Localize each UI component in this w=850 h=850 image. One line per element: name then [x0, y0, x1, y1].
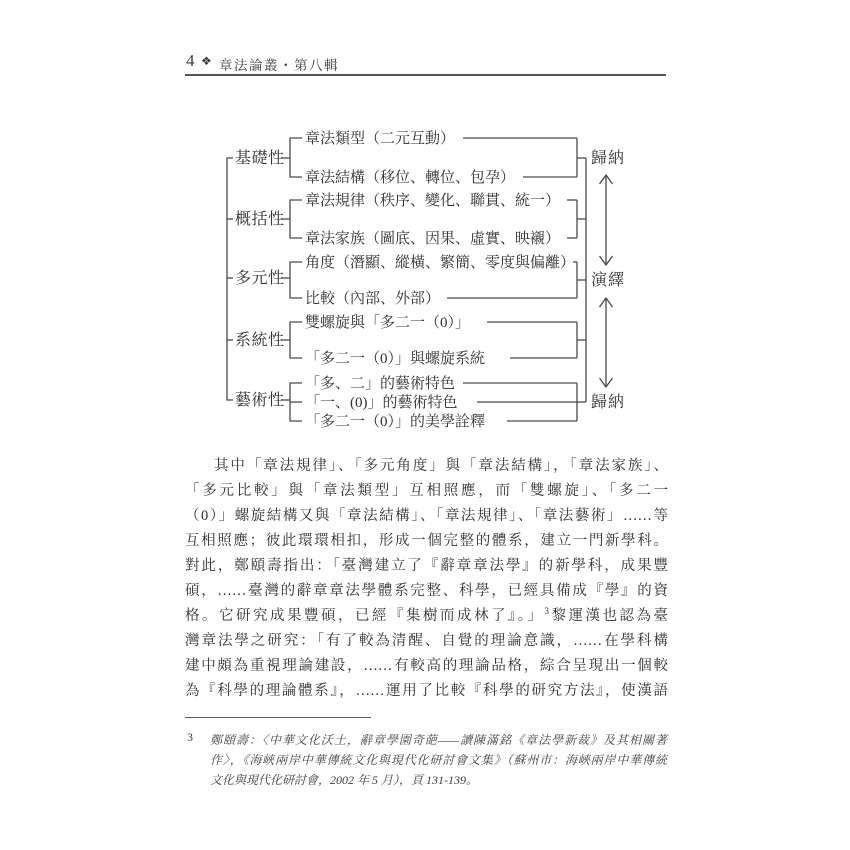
category-label-systemic: 系統性 — [235, 332, 285, 349]
page-header — [185, 50, 667, 76]
body-line: 灣章法學之研究：「有了較為清醒、自覺的理論意識，……在學科構 — [185, 633, 668, 649]
body-line-text: 黎運漢也認為臺 — [549, 608, 668, 624]
footnote-reference: 3 — [544, 606, 549, 617]
body-paragraph — [185, 454, 668, 704]
leaf-label: 章法結構（移位、轉位、包孕） — [305, 170, 516, 186]
body-line: 其中「章法規律」、「多元角度」與「章法結構」，「章法家族」、 — [214, 458, 668, 474]
body-line: 對此，鄭頤壽指出：「臺灣建立了『辭章章法學』的新學科，成果豐 — [185, 558, 668, 574]
body-line-with-footnote-ref — [185, 604, 668, 629]
method-label-deduction: 演繹 — [591, 272, 626, 289]
footnote-line: 文化與現代化研討會，2002 年 5 月），頁 131-139。 — [210, 773, 478, 787]
body-line: （0）」螺旋結構又與「章法結構」、「章法規律」、「章法藝術」……等 — [185, 508, 668, 524]
leaf-label: 「多二一（0）」與螺旋系統 — [305, 351, 486, 367]
ornament-icon: ❖ — [201, 54, 212, 68]
body-line: 「多元比較」與「章法類型」互相照應，而「雙螺旋」、「多二一 — [185, 483, 668, 499]
footnote-line: 鄭頤壽：〈中華文化沃土，辭章學園奇葩——讀陳滿銘《章法學新裁》及其相關著 — [210, 733, 667, 747]
header-rule — [185, 74, 666, 76]
tree-child-brackets — [290, 138, 302, 421]
running-title: 章法論叢・第八輯 — [219, 58, 339, 73]
method-label-induction-top: 歸納 — [591, 150, 626, 167]
footnote-line: 作〉，《海峽兩岸中華傳統文化與現代化研討會文集》（蘇州市：海峽兩岸中華傳統 — [210, 753, 667, 767]
leaf-label: 「一、(0)」的藝術特色 — [305, 395, 458, 411]
leaf-label: 雙螺旋與「多二一（0）」 — [305, 315, 471, 331]
leaf-label: 角度（潛顯、縱橫、繁簡、零度與偏離） — [305, 255, 576, 271]
category-label-foundational: 基礎性 — [235, 150, 285, 167]
body-line: 為『科學的理論體系』，……運用了比較『科學的研究方法』，使漢語 — [185, 683, 668, 699]
footnote-separator — [185, 717, 371, 718]
category-label-general: 概括性 — [235, 211, 285, 228]
body-line-text: 格。它研究成果豐碩，已經『集樹而成林了』。」 — [185, 608, 545, 624]
category-label-artistic: 藝術性 — [235, 392, 285, 409]
page-number: 4 — [186, 51, 195, 70]
leaf-label: 「多二一（0）」的美學詮釋 — [305, 414, 486, 430]
body-line: 碩，……臺灣的辭章章法學體系完整、科學，已經具備成『學』的資 — [185, 583, 668, 599]
method-label-induction-bottom: 歸納 — [591, 394, 626, 411]
body-line: 建中頗為重視理論建設，……有較高的理論品格，綜合呈現出一個較 — [185, 658, 668, 674]
leaf-label: 比較（內部、外部） — [305, 291, 441, 307]
category-label-plural: 多元性 — [235, 270, 285, 287]
leaf-label: 「多、二」的藝術特色 — [305, 376, 456, 392]
leaf-label: 章法規律（秩序、變化、聯貫、統一） — [305, 193, 561, 209]
footnote-number: 3 — [187, 730, 193, 744]
tree-right-brackets — [577, 138, 586, 421]
leaf-label: 章法家族（圖底、因果、虛實、映襯） — [305, 231, 561, 247]
leaf-label: 章法類型（二元互動） — [305, 131, 456, 147]
footnote — [185, 730, 667, 790]
chapter-method-tree-diagram — [175, 115, 675, 445]
body-line: 互相照應；彼此環環相扣，形成一個完整的體系，建立一門新學科。 — [185, 533, 668, 549]
